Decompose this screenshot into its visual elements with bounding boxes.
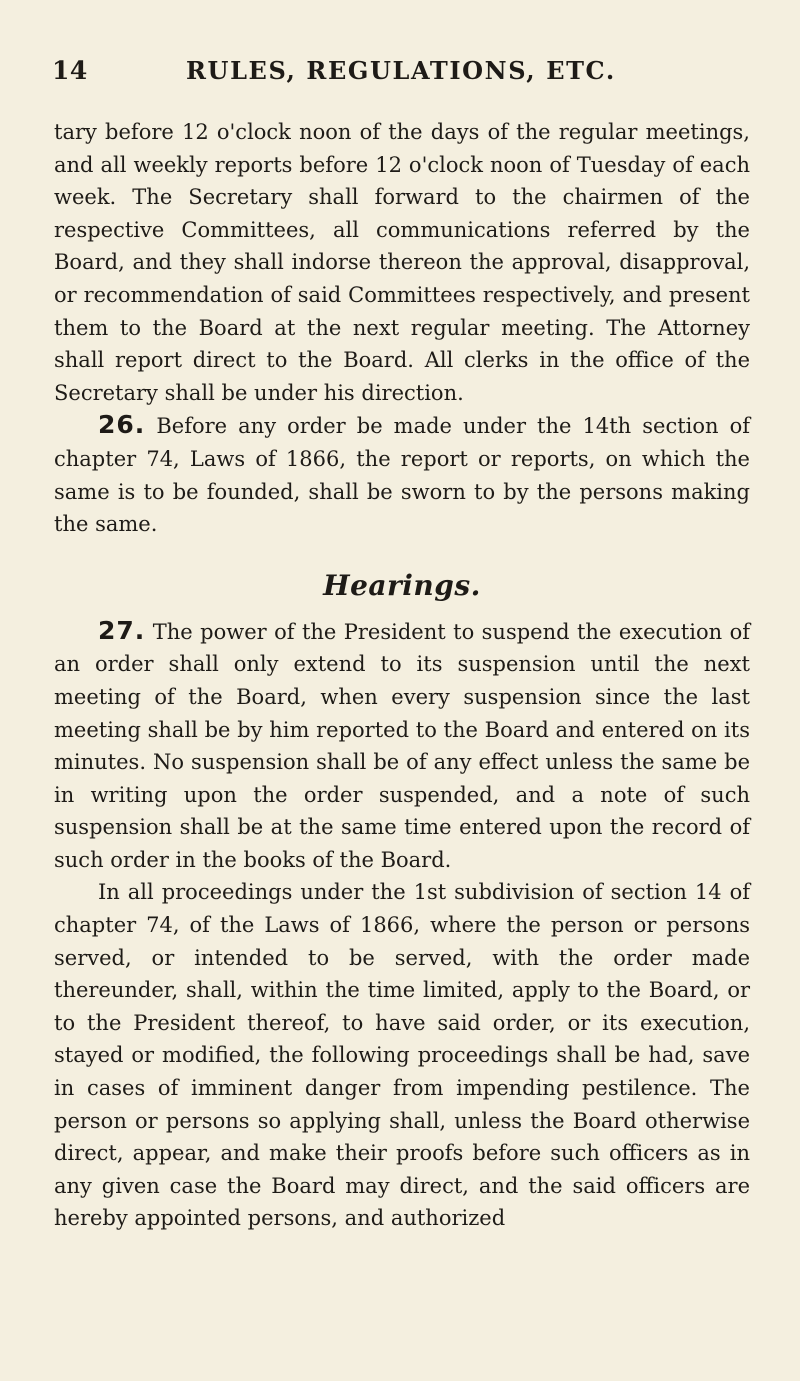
running-header [52,56,750,90]
section-number: 27. [98,615,146,645]
paragraph-section-26 [54,409,750,540]
paragraph-proceedings [54,876,750,1235]
running-title: RULES, REGULATIONS, ETC. [186,56,616,85]
paragraph-text: tary before 12 o'clock noon of the days of the regular meetings, and all weekly reports before 12 o'clock noon of Tuesday of each week. The Secretary shall forward to the chairmen of the respective Committees, all communications referred by the Board, and they shall indorse thereon the approval, disapproval, or recommendation of said Committees respectively, and present them to the Board at the next regular meeting. The Attorney shall report direct to the Board. All clerks in the office of the Secretary shall be under his direction. [54,120,750,405]
paragraph-continued [54,116,750,409]
paragraph-section-27 [54,615,750,877]
section-number: 26. [98,410,146,440]
paragraph-text: In all proceedings under the 1st subdivision of section 14 of chapter 74, of the Laws of 1866, where the person or persons served, or intended to be served, with the order made thereunder, shall, within the time limited, apply to the Board, or to the President thereof, to have said order, or its execution, stayed or modified, the following proceedings shall be had, save in cases of imminent danger from impending pestilence. The person or persons so applying shall, unless the Board otherwise direct, appear, and make their proofs before such officers as in any given case the Board may direct, and the said officers are hereby appointed persons, and authorized [54,880,750,1231]
body-text [54,116,750,1235]
section-heading: Hearings. [323,568,481,602]
paragraph-text: The power of the President to suspend the execution of an order shall only extend to its suspension until the next meeting of the Board, when every suspension since the last meeting shall be by him reported to the Board and entered on its minutes. No suspension shall be of any effect unless the same be in writing upon the order suspended, and a note of such suspension shall be at the same time entered upon the record of such order in the books of the Board. [54,619,750,872]
page-number: 14 [52,56,88,85]
paragraph-text: Before any order be made under the 14th section of chapter 74, Laws of 1866, the report or reports, on which the same is to be founded, shall be sworn to by the persons making the same. [54,414,750,537]
